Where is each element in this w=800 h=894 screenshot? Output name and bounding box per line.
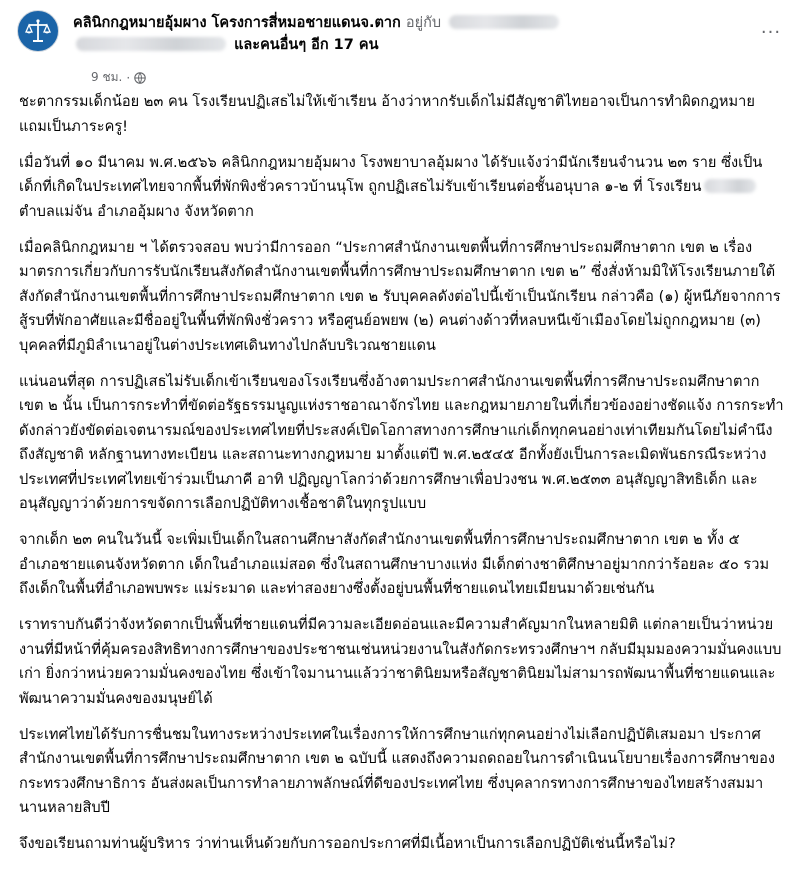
post-timestamp[interactable]: 9 ชม. (91, 70, 123, 84)
page-name-link[interactable]: คลินิกกฎหมายอุ้มผาง โครงการสี่หมอชายแดนจ.ตาก (73, 15, 401, 31)
post-paragraph: ชะตากรรมเด็กน้อย ๒๓ คน โรงเรียนปฏิเสธไม่ให้เข้าเรียน อ้างว่าหากรับเด็กไม่มีสัญชาติไทยอาจเป็นการทำผิดกฎหมาย แถมเป็นภาระครู! (19, 93, 755, 135)
post-header (17, 8, 786, 85)
paragraph-text: เมื่อวันที่ ๑๐ มีนาคม พ.ศ.๒๕๖๖ คลินิกกฎหมายอุ้มผาง โรงพยาบาลอุ้มผาง ได้รับแจ้งว่ามีนักเรียนจำนวน ๒๓ ราย ซึ่งเป็นเด็กที่เกิดในประเทศไทยจากพื้นที่พักพิงชั่วคราวบ้านนุโพ ถูกปฏิเสธไม่รับเข้าเรียนต่อชั้นอนุบาล ๑-๒ ที่ โรงเรียน (19, 153, 763, 195)
scales-of-justice-icon (23, 16, 53, 46)
post-meta (91, 68, 146, 87)
post-paragraph: เราทราบกันดีว่าจังหวัดตากเป็นพื้นที่ชายแดนที่มีความละเอียดอ่อนและมีความสำคัญมากในหลายมิติ แต่กลายเป็นว่าหน่วยงานที่มีหน้าที่คุ้มครองสิทธิทางการศึกษาของประชาชนเช่นหน่วยงานในสังกัดกระทรวงศึกษาฯ กลับมีมุมมองความมั่นคงแบบเก่า ยิ่งกว่าหน่วยความมั่นคงของไทย ซึ่งเข้าใจมานานแล้วว่าชาตินิยมหรือสัญชาตินิยมไม่สามารถพัฒนาพื้นที่ชายแดนและพัฒนาความมั่นคงของมนุษย์ได้ (19, 616, 782, 707)
globe-icon[interactable] (134, 72, 146, 84)
others-link[interactable]: และคนอื่นๆ อีก 17 คน (234, 37, 379, 53)
post-paragraph-with-redaction (19, 151, 784, 225)
page-avatar[interactable] (17, 10, 59, 52)
post-author-line (73, 12, 723, 56)
meta-separator: · (126, 70, 131, 85)
more-options-button[interactable]: ··· (760, 21, 782, 43)
with-prefix: อยู่กับ (405, 15, 442, 31)
post-paragraph: แน่นอนที่สุด การปฏิเสธไม่รับเด็กเข้าเรียนของโรงเรียนซึ่งอ้างตามประกาศสำนักงานเขตพื้นที่การศึกษาประถมศึกษาตาก เขต ๒ นั้น เป็นการกระทำที่ขัดต่อรัฐธรรมนูญแห่งราชอาณาจักรไทย และกฎหมายภายในที่เกี่ยวข้องอย่างชัดแจ้ง การกระทำดังกล่าวยังขัดต่อเจตนารมณ์ของประเทศไทยที่ประสงค์เปิดโอกาสทางการศึกษาแก่เด็กทุกคนอย่างเท่าเทียมกันโดยไม่คำนึงถึงสัญชาติ หลักฐานทางทะเบียน และสถานะทางกฎหมาย มาตั้งแต่ปี พ.ศ.๒๕๔๕ อีกทั้งยังเป็นการละเมิดพันธกรณีระหว่างประเทศที่ประเทศไทยเข้าร่วมเป็นภาคี อาทิ ปฏิญญาโลกว่าด้วยการศึกษาเพื่อปวงชน พ.ศ.๒๕๓๓ อนุสัญญาสิทธิเด็ก และอนุสัญญาว่าด้วยการขจัดการเลือกปฏิบัติทางเชื้อชาติในทุกรูปแบบ (19, 372, 784, 512)
post-paragraph: จึงขอเรียนถามท่านผู้บริหาร ว่าท่านเห็นด้วยกับการออกประกาศที่มีเนื้อหาเป็นการเลือกปฏิบัติเช่นนี้หรือไม่? (19, 835, 676, 852)
post-paragraph: ประเทศไทยได้รับการชื่นชมในทางระหว่างประเทศในเรื่องการให้การศึกษาแก่ทุกคนอย่างไม่เลือกปฏิบัติเสมอมา ประกาศสำนักงานเขตพื้นที่การศึกษาประถมศึกษาตาก เขต ๒ ฉบับนี้ แสดงถึงความถดถอยในการดำเนินนโยบายเรื่องการศึกษาของกระทรวงศึกษาธิการ อันส่งผลเป็นการทำลายภาพลักษณ์ที่ดีของประเทศไทย ซึ่งบุคลากรทางการศึกษาของไทยสร้างสมมานานหลายสิบปี (19, 725, 775, 816)
redacted-school-name (704, 179, 756, 193)
post-body (19, 90, 784, 867)
paragraph-text: ตำบลแม่จัน อำเภออุ้มผาง จังหวัดตาก (19, 202, 254, 220)
post-paragraph: เมื่อคลินิกกฎหมาย ฯ ได้ตรวจสอบ พบว่ามีการออก “ประกาศสำนักงานเขตพื้นที่การศึกษาประถมศึกษาตาก เขต ๒ เรื่อง มาตรการเกี่ยวกับการรับนักเรียนสังกัดสำนักงานเขตพื้นที่การศึกษาประถมศึกษาตาก เขต ๒” ซึ่งสั่งห้ามมิให้โรงเรียนภายใต้สังกัดสำนักงานเขตพื้นที่การศึกษาประถมศึกษาตาก เขต ๒ รับบุคคลดังต่อไปนี้เข้าเป็นนักเรียน กล่าวคือ (๑) ผู้หนีภัยจากการสู้รบที่พักอาศัยและมีชื่ออยู่ในพื้นที่พักพิงชั่วคราว หรือศูนย์อพยพ (๒) คนต่างด้าวที่หลบหนีเข้าเมืองโดยไม่ถูกกฎหมาย (๓) บุคคลที่มีภูมิลำเนาอยู่ในต่างประเทศเดินทางไปกลับบริเวณชายแดน (19, 238, 781, 354)
tagged-person-link[interactable] (76, 37, 226, 51)
post-paragraph: จากเด็ก ๒๓ คนในวันนี้ จะเพิ่มเป็นเด็กในสถานศึกษาสังกัดสำนักงานเขตพื้นที่การศึกษาประถมศึกษาตาก เขต ๒ ทั้ง ๕ อำเภอชายแดนจังหวัดตาก เด็กในอำเภอแม่สอด ซึ่งในสถานศึกษาบางแห่ง มีเด็กต่างชาติศึกษาอยู่มากกว่าร้อยละ ๕๐ รวมถึงเด็กในพื้นที่อำเภอพบพระ แม่ระมาด และท่าสองยางซึ่งตั้งอยู่บนพื้นที่ชายแดนไทยเมียนมาด้วยเช่นกัน (19, 531, 770, 597)
tagged-person-link[interactable] (449, 15, 559, 29)
